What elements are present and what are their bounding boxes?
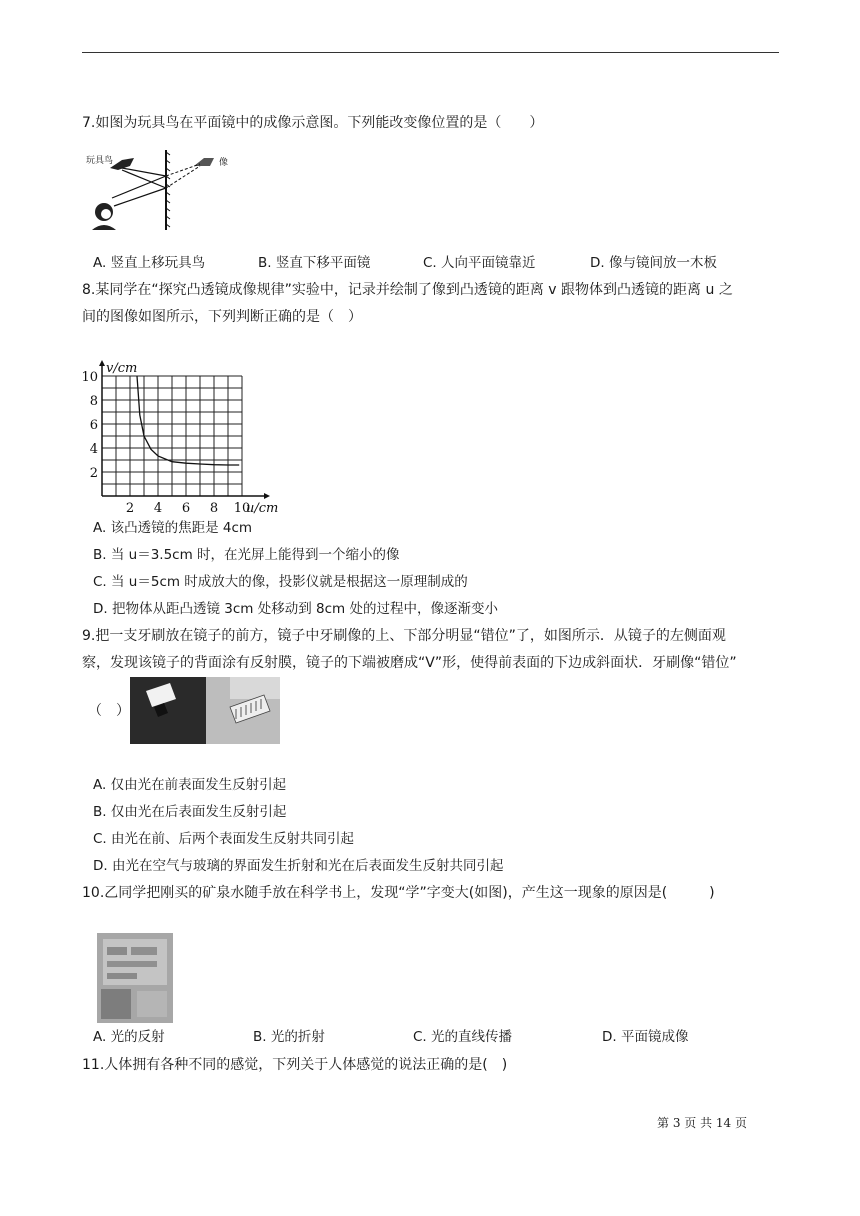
data-curve bbox=[137, 376, 239, 465]
q8-option-d: D. 把物体从距凸透镜 3cm 处移动到 8cm 处的过程中，像逐渐变小 bbox=[93, 601, 498, 617]
q7-option-c: C. 人向平面镜靠近 bbox=[423, 255, 536, 271]
page-number: 第 3 页 共 14 页 bbox=[657, 1116, 747, 1130]
q9-stem-line2: 察，发现该镜子的背面涂有反射膜，镜子的下端被磨成“V”形，使得前表面的下边成斜面状．牙刷像“错位” bbox=[82, 655, 737, 671]
q9-toothbrush-photo bbox=[130, 677, 280, 748]
q11-stem: 11.人体拥有各种不同的感觉，下列关于人体感觉的说法正确的是( ) bbox=[82, 1057, 508, 1073]
q9-answer-paren: （ ） bbox=[88, 703, 130, 719]
q9-stem-line1: 9.把一支牙刷放在镜子的前方，镜子中牙刷像的上、下部分明显“错位”了，如图所示．从镜子的左侧面观 bbox=[82, 628, 726, 644]
q7-stem: 7.如图为玩具鸟在平面镜中的成像示意图。下列能改变像位置的是（ ） bbox=[82, 115, 544, 131]
q9-option-b: B. 仅由光在后表面发生反射引起 bbox=[93, 804, 287, 820]
q7-option-a: A. 竖直上移玩具鸟 bbox=[93, 255, 206, 271]
q8-option-a: A. 该凸透镜的焦距是 4cm bbox=[93, 520, 253, 536]
q10-option-c: C. 光的直线传播 bbox=[413, 1029, 513, 1045]
q7-image-label: 像 bbox=[219, 158, 229, 168]
x-axis-label: u/cm bbox=[246, 501, 279, 516]
chart-svg bbox=[81, 350, 279, 518]
q7-toy-label: 玩具鸟 bbox=[86, 156, 114, 166]
y-tick-label: 4 bbox=[89, 442, 98, 457]
x-axis-arrow bbox=[264, 493, 270, 499]
q10-option-a: A. 光的反射 bbox=[93, 1029, 165, 1045]
y-axis-arrow bbox=[99, 360, 105, 366]
q8-option-c: C. 当 u＝5cm 时成放大的像，投影仪就是根据这一原理制成的 bbox=[93, 574, 468, 590]
q10-option-d: D. 平面镜成像 bbox=[602, 1029, 689, 1045]
y-tick-label: 6 bbox=[89, 418, 98, 433]
q8-stem-line1: 8.某同学在“探究凸透镜成像规律”实验中，记录并绘制了像到凸透镜的距离 v 跟物体到凸透镜的距离 u 之 bbox=[82, 282, 733, 298]
x-tick-label: 4 bbox=[153, 501, 163, 516]
y-axis-label: v/cm bbox=[106, 361, 138, 376]
y-tick-label: 8 bbox=[89, 394, 98, 409]
q10-stem: 10.乙同学把刚买的矿泉水随手放在科学书上，发现“学”字变大(如图)，产生这一现象的原因是( ) bbox=[82, 885, 715, 901]
y-tick-label: 10 bbox=[81, 370, 98, 385]
x-tick-label: 6 bbox=[181, 501, 191, 516]
q10-option-b: B. 光的折射 bbox=[253, 1029, 325, 1045]
q8-chart bbox=[81, 350, 279, 522]
q9-option-d: D. 由光在空气与玻璃的界面发生折射和光在后表面发生反射共同引起 bbox=[93, 858, 504, 874]
q7-option-d: D. 像与镜间放一木板 bbox=[590, 255, 717, 271]
q8-stem-line2: 间的图像如图所示，下列判断正确的是（ ） bbox=[82, 309, 362, 325]
q8-option-b: B. 当 u＝3.5cm 时，在光屏上能得到一个缩小的像 bbox=[93, 547, 400, 563]
q9-option-c: C. 由光在前、后两个表面发生反射共同引起 bbox=[93, 831, 355, 847]
header-rule bbox=[82, 52, 779, 53]
x-tick-label: 8 bbox=[209, 501, 219, 516]
y-tick-label: 2 bbox=[89, 466, 98, 481]
x-tick-label: 10 bbox=[233, 501, 251, 516]
q7-mirror-figure bbox=[82, 146, 242, 240]
q10-bottle-photo bbox=[97, 933, 173, 1027]
x-tick-label: 2 bbox=[125, 501, 135, 516]
q7-option-b: B. 竖直下移平面镜 bbox=[258, 255, 371, 271]
q9-option-a: A. 仅由光在前表面发生反射引起 bbox=[93, 777, 287, 793]
